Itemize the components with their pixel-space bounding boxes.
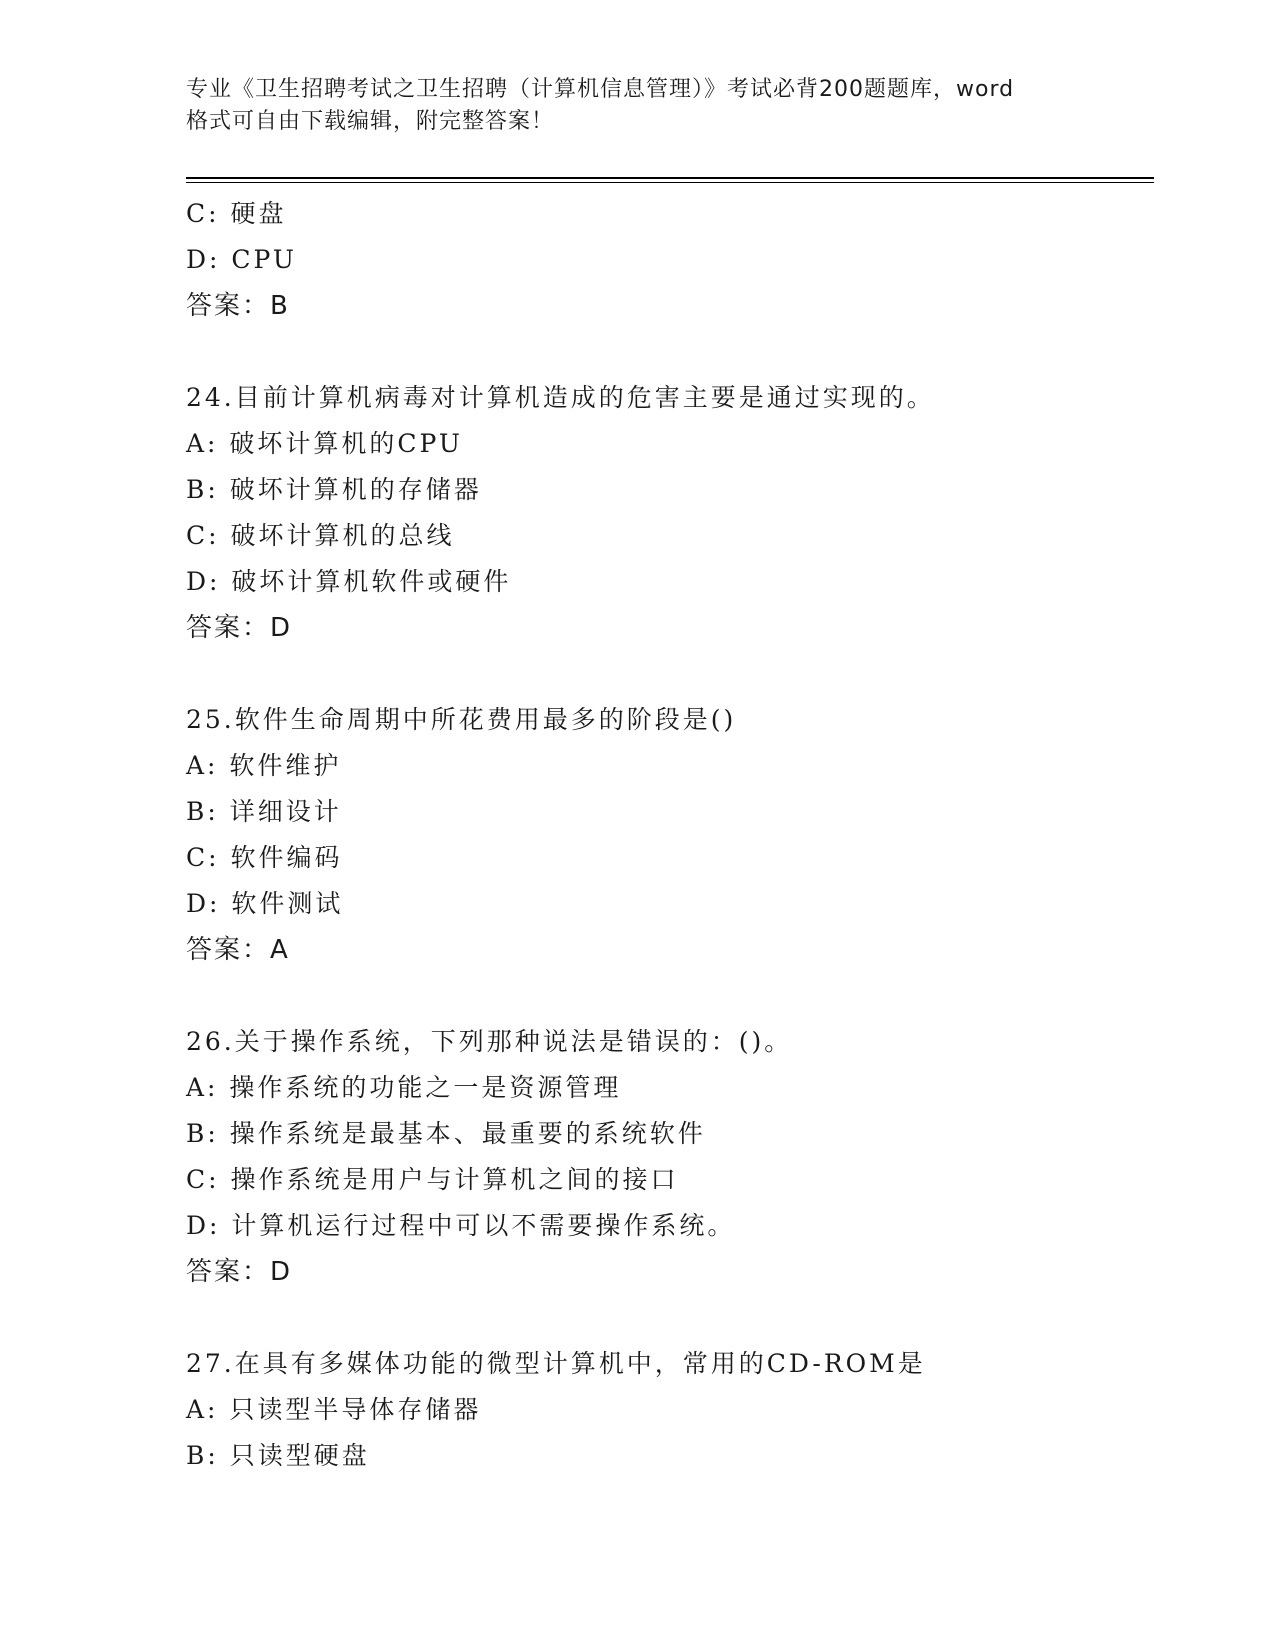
spacer xyxy=(186,1295,1154,1341)
option-c: C: 软件编码 xyxy=(186,843,343,872)
question-stem: 24.目前计算机病毒对计算机造成的危害主要是通过实现的。 xyxy=(186,383,935,412)
option-d: D: 软件测试 xyxy=(186,889,344,918)
option-a: A: 只读型半导体存储器 xyxy=(186,1395,482,1424)
option-b: B: 详细设计 xyxy=(186,797,342,826)
option-a: A: 破坏计算机的CPU xyxy=(186,429,464,458)
question-stem: 27.在具有多媒体功能的微型计算机中，常用的CD-ROM是 xyxy=(186,1349,926,1378)
question-23-continued xyxy=(186,191,1154,329)
header-line-2: 格式可自由下载编辑，附完整答案！ xyxy=(186,109,555,134)
option-d: D: CPU xyxy=(186,245,297,274)
question-list xyxy=(186,191,1154,1479)
document-header xyxy=(186,74,1086,138)
spacer xyxy=(186,651,1154,697)
header-rule-thin xyxy=(186,182,1154,183)
question-stem: 26.关于操作系统，下列那种说法是错误的：()。 xyxy=(186,1027,793,1056)
answer-line: 答案：D xyxy=(186,1257,293,1287)
header-rule-thick xyxy=(186,177,1154,179)
question-25 xyxy=(186,697,1154,973)
question-24 xyxy=(186,375,1154,651)
answer-line: 答案：A xyxy=(186,935,290,965)
option-d: D: 破坏计算机软件或硬件 xyxy=(186,567,512,596)
question-stem: 25.软件生命周期中所花费用最多的阶段是() xyxy=(186,705,737,734)
option-b: B: 破坏计算机的存储器 xyxy=(186,475,482,504)
question-26 xyxy=(186,1019,1154,1295)
option-b: B: 操作系统是最基本、最重要的系统软件 xyxy=(186,1119,706,1148)
option-c: C: 操作系统是用户与计算机之间的接口 xyxy=(186,1165,679,1194)
option-a: A: 操作系统的功能之一是资源管理 xyxy=(186,1073,622,1102)
answer-line: 答案：D xyxy=(186,613,293,643)
option-d: D: 计算机运行过程中可以不需要操作系统。 xyxy=(186,1211,736,1240)
question-27 xyxy=(186,1341,1154,1479)
spacer xyxy=(186,329,1154,375)
option-c: C: 硬盘 xyxy=(186,199,287,228)
answer-line: 答案：B xyxy=(186,291,290,321)
spacer xyxy=(186,973,1154,1019)
option-a: A: 软件维护 xyxy=(186,751,342,780)
option-b: B: 只读型硬盘 xyxy=(186,1441,370,1470)
header-line-1: 专业《卫生招聘考试之卫生招聘（计算机信息管理）》考试必背200题题库，word xyxy=(186,77,1015,102)
option-c: C: 破坏计算机的总线 xyxy=(186,521,455,550)
